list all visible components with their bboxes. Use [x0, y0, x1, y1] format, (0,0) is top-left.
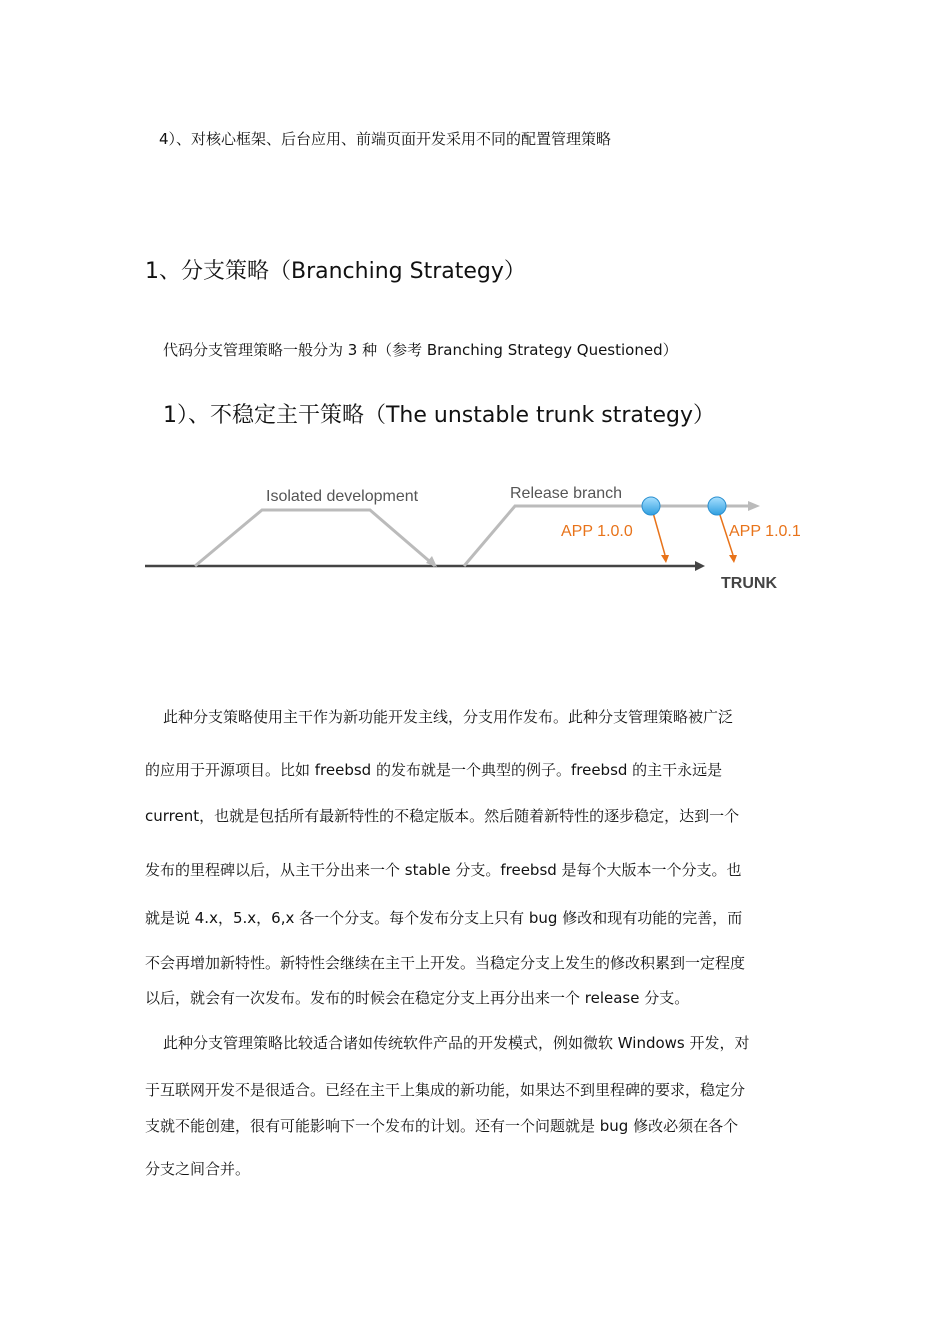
app-1-0-0-arrowhead: [661, 555, 669, 563]
paragraph-1-line-1: 此种分支策略使用主干作为新功能开发主线，分支用作发布。此种分支管理策略被广泛: [163, 708, 734, 726]
paragraph-1-line-2: 的应用于开源项目。比如 freebsd 的发布就是一个典型的例子。freebsd 的主干永远是: [145, 761, 723, 779]
paragraph-2-line-3: 支就不能创建，很有可能影响下一个发布的计划。还有一个问题就是 bug 修改必须在各个: [145, 1117, 739, 1135]
branching-diagram-svg: [140, 475, 830, 600]
paragraph-1-line-6: 不会再增加新特性。新特性会继续在主干上开发。当稳定分支上发生的修改积累到一定程度: [145, 954, 746, 972]
app-1-0-1-arrowhead: [729, 555, 737, 563]
paragraph-2-line-2: 于互联网开发不是很适合。已经在主干上集成的新功能，如果达不到里程碑的要求，稳定分: [145, 1081, 746, 1099]
subheading: 1）、不稳定主干策略（The unstable trunk strategy）: [163, 403, 716, 428]
section-heading: 1、分支策略（Branching Strategy）: [145, 259, 526, 284]
release-dot-2: [708, 497, 726, 515]
paragraph-1-line-7: 以后，就会有一次发布。发布的时候会在稳定分支上再分出来一个 release 分支。: [145, 989, 690, 1007]
label-isolated: Isolated development: [266, 488, 419, 505]
label-release: Release branch: [510, 485, 623, 502]
label-trunk: TRUNK: [721, 575, 777, 592]
list-item-4: 4）、对核心框架、后台应用、前端页面开发采用不同的配置管理策略: [159, 130, 612, 148]
paragraph-2-line-1: 此种分支管理策略比较适合诸如传统软件产品的开发模式，例如微软 Windows 开发，对: [163, 1034, 750, 1052]
paragraph-2-line-4: 分支之间合并。: [145, 1160, 251, 1178]
label-app-1-0-0: APP 1.0.0: [561, 523, 633, 540]
intro-text: 代码分支管理策略一般分为 3 种（参考 Branching Strategy Questioned）: [163, 341, 678, 359]
release-dot-1: [642, 497, 660, 515]
trunk-arrowhead: [695, 561, 705, 571]
paragraph-1-line-4: 发布的里程碑以后，从主干分出来一个 stable 分支。freebsd 是每个大版本一个分支。也: [145, 861, 742, 879]
branching-diagram: [140, 475, 830, 600]
paragraph-1-line-5: 就是说 4.x，5.x，6,x 各一个分支。每个发布分支上只有 bug 修改和现有功能的完善，而: [145, 909, 743, 927]
app-1-0-0-arrow: [652, 509, 665, 555]
release-arrowhead: [748, 501, 760, 511]
label-app-1-0-1: APP 1.0.1: [729, 523, 801, 540]
paragraph-1-line-3: current，也就是包括所有最新特性的不稳定版本。然后随着新特性的逐步稳定，达到一个: [145, 807, 740, 825]
isolated-branch-line: [195, 510, 435, 566]
